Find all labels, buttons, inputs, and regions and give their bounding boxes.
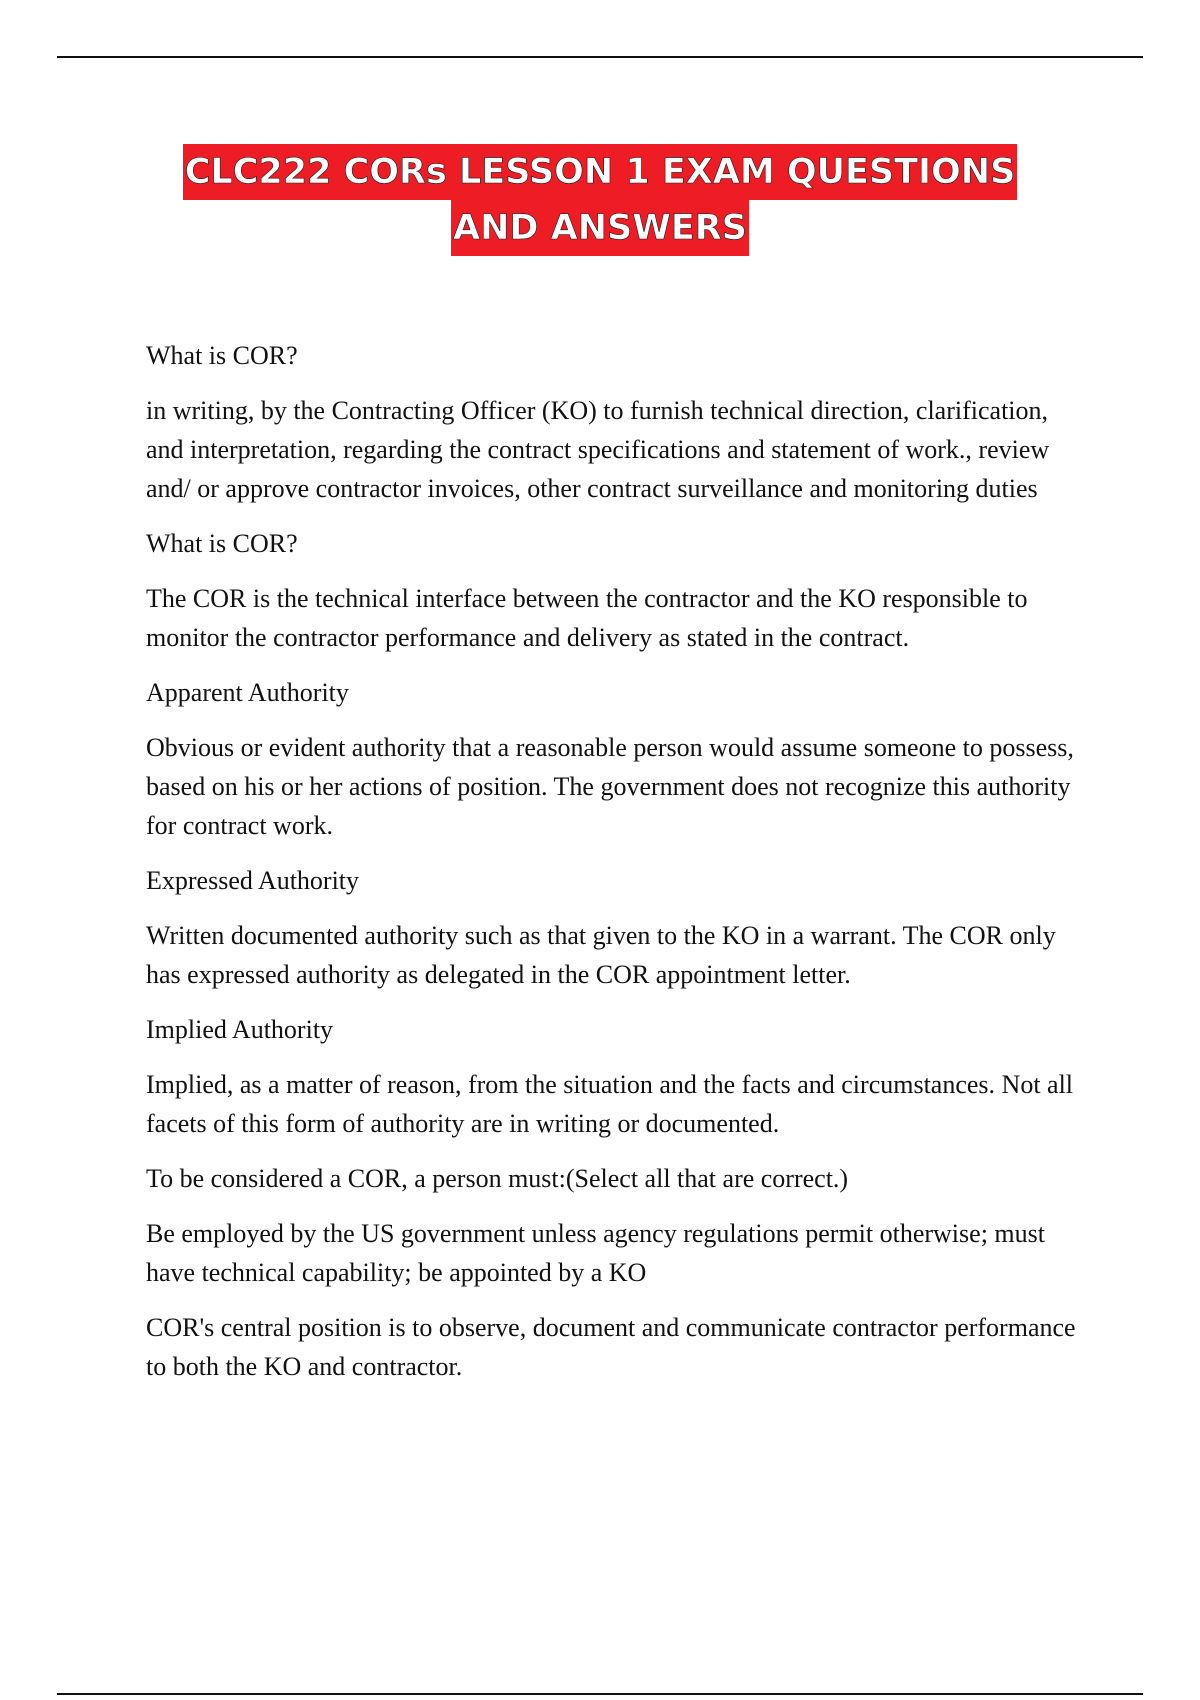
answer-text: Implied, as a matter of reason, from the situation and the facts and circumstances. Not all facets of this form of authority are in writing or documented.: [146, 1070, 1074, 1138]
bottom-rule: [57, 1693, 1143, 1695]
question-text: What is COR?: [146, 341, 298, 370]
qa-item: [146, 1159, 1076, 1292]
qa-content: [146, 336, 1076, 1402]
answer-text: in writing, by the Contracting Officer (KO) to furnish technical direction, clarification, and interpretation, regarding the contract specifications and statement of work., review and/ or approve contractor invoices, other contract surveillance and monitoring duties: [146, 396, 1050, 503]
qa-item: [146, 861, 1076, 994]
top-rule: [57, 56, 1143, 58]
question-text: Implied Authority: [146, 1015, 334, 1044]
title-line-1: CLC222 CORs LESSON 1 EXAM QUESTIONS: [183, 144, 1018, 200]
question-text: Apparent Authority: [146, 678, 349, 707]
question-text: Expressed Authority: [146, 866, 360, 895]
question-text: What is COR?: [146, 529, 298, 558]
title-line-2: AND ANSWERS: [451, 200, 749, 256]
document-title: [0, 144, 1200, 256]
answer-text: Obvious or evident authority that a reasonable person would assume someone to possess, based on his or her actions of position. The government does not recognize this authority for contract work.: [146, 733, 1074, 840]
answer-text: The COR is the technical interface between the contractor and the KO responsible to monitor the contractor performance and delivery as stated in the contract.: [146, 584, 1028, 652]
qa-item: [146, 1010, 1076, 1143]
qa-item: [146, 1308, 1076, 1386]
question-text: COR's central position is to observe, document and communicate contractor performance to both the KO and contractor.: [146, 1313, 1076, 1381]
question-text: To be considered a COR, a person must:(Select all that are correct.): [146, 1164, 849, 1193]
qa-item: [146, 673, 1076, 845]
answer-text: Be employed by the US government unless agency regulations permit otherwise; must have technical capability; be appointed by a KO: [146, 1219, 1045, 1287]
answer-text: Written documented authority such as that given to the KO in a warrant. The COR only has expressed authority as delegated in the COR appointment letter.: [146, 921, 1056, 989]
qa-item: [146, 336, 1076, 508]
qa-item: [146, 524, 1076, 657]
